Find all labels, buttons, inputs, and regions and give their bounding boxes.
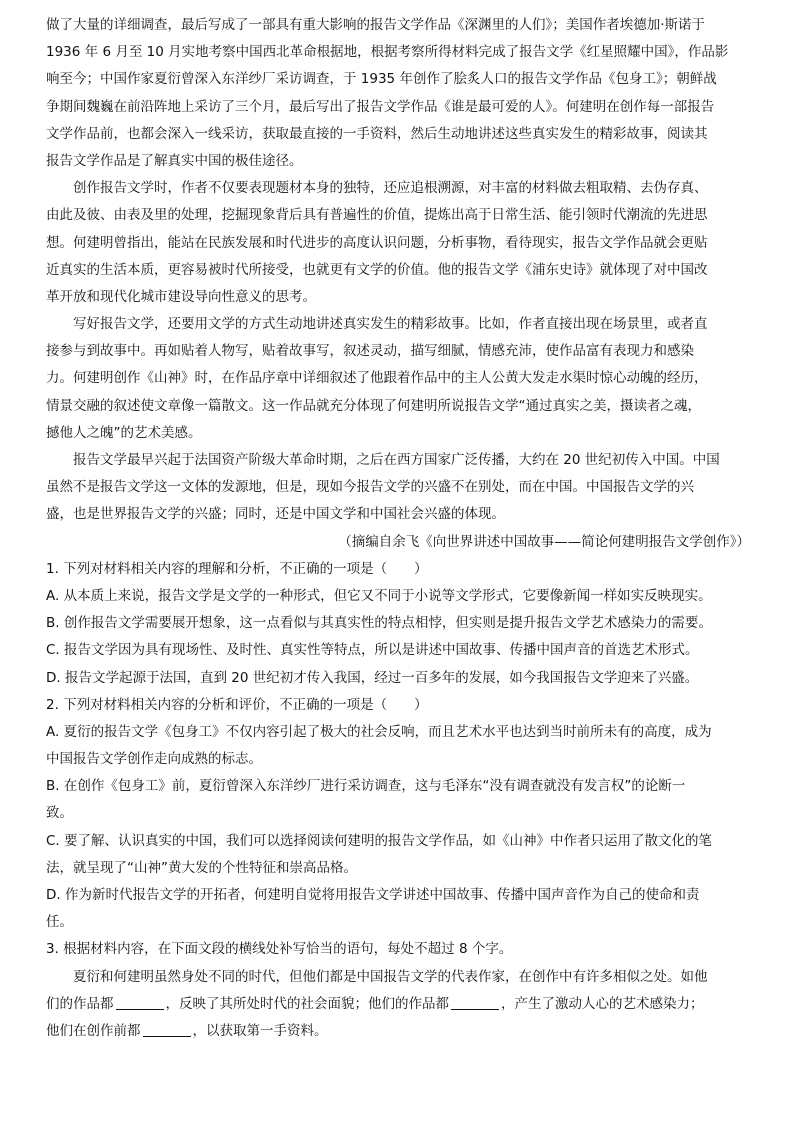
question-2 [46, 692, 750, 937]
text-line: 响至今；中国作家夏衍曾深入东洋纱厂采访调查，于 1935 年创作了脍炙人口的报告文学作品《包身工》；朝鲜战 [46, 71, 717, 88]
text-line: 盛，也是世界报告文学的兴盛；同时，还是中国文学和中国社会兴盛的体现。 [46, 506, 505, 523]
option-a: A. 夏衍的报告文学《包身工》不仅内容引起了极大的社会反响，而且艺术水平也达到当时前所未有的高度，成为 [46, 723, 712, 740]
paragraph-2 [46, 175, 750, 311]
text-line: 报告文学最早兴起于法国资产阶级大革命时期，之后在西方国家广泛传播，大约在 20 世纪初传入中国。中国 [73, 452, 720, 468]
option-a-cont: 中国报告文学创作走向成熟的标志。 [46, 751, 262, 768]
option-c: C. 报告文学因为具有现场性、及时性、真实性等特点，所以是讲述中国故事、传播中国声音的首选艺术形式。 [46, 642, 699, 659]
text-line: 想。何建明曾指出，能站在民族发展和时代进步的高度认识问题，分析事物，看待现实，报告文学作品就会更贴 [46, 234, 708, 251]
answer-blank-2[interactable] [451, 995, 499, 1010]
text-line: 文学作品前，也都会深入一线采访，获取最直接的一手资料，然后生动地讲述这些真实发生的精彩故事，阅读其 [46, 125, 708, 142]
text-segment: ，产生了激动人心的艺术感染力； [501, 995, 704, 1012]
text-line: 夏衍和何建明虽然身处不同的时代，但他们都是中国报告文学的代表作家，在创作中有许多相似之处。如他 [73, 968, 708, 985]
text-segment: 们的作品都 [46, 995, 114, 1012]
fill-line [46, 1018, 750, 1045]
question-stem: 2. 下列对材料相关内容的分析和评价，不正确的一项是（ ） [46, 696, 428, 713]
text-line: 报告文学作品是了解真实中国的极佳途径。 [46, 152, 303, 169]
option-b-cont: 致。 [46, 805, 73, 822]
option-c: C. 要了解、认识真实的中国，我们可以选择阅读何建明的报告文学作品，如《山神》中作者只运用了散文化的笔 [46, 832, 713, 849]
text-line: 创作报告文学时，作者不仅要表现题材本身的独特，还应追根溯源，对丰富的材料做去粗取精、去伪存真、 [73, 180, 708, 197]
source-citation: （摘编自余飞《向世界讲述中国故事——简论何建明报告文学创作》） [338, 533, 750, 550]
option-c-cont: 法，就呈现了“山神”黄大发的个性特征和崇高品格。 [46, 859, 357, 876]
text-line: 接参与到故事中。再如贴着人物写，贴着故事写，叙述灵动，描写细腻，情感充沛，使作品富有表现力和感染 [46, 343, 694, 360]
document-page [46, 12, 750, 1045]
text-line: 力。何建明创作《山神》时，在作品序章中详细叙述了他跟着作品中的主人公黄大发走水渠时惊心动魄的经历， [46, 370, 708, 387]
paragraph-1 [46, 12, 750, 175]
text-line: 情景交融的叙述使文章像一篇散文。这一作品就充分体现了何建明所说报告文学“通过真实之美，摄读者之魂， [46, 397, 701, 414]
text-line: 争期间魏巍在前沿阵地上采访了三个月，最后写出了报告文学作品《谁是最可爱的人》。何建明在创作每一部报告 [46, 98, 715, 115]
text-line: 撼他人之魄”的艺术美感。 [46, 424, 202, 441]
text-line: 近真实的生活本质，更容易被时代所接受，也就更有文学的价值。他的报告文学《浦东史诗》就体现了对中国改 [46, 261, 708, 278]
text-segment: ，反映了其所处时代的社会面貌；他们的作品都 [165, 995, 449, 1012]
paragraph-3 [46, 311, 750, 447]
answer-blank-1[interactable] [116, 995, 164, 1010]
text-line: 1936 年 6 月至 10 月实地考察中国西北革命根据地，根据考察所得材料完成了报告文学《红星照耀中国》，作品影 [46, 44, 729, 61]
option-b: B. 创作报告文学需要展开想象，这一点看似与其真实性的特点相悖，但实则是提升报告文学艺术感染力的需要。 [46, 615, 712, 632]
text-line: 写好报告文学，还要用文学的方式生动地讲述真实发生的精彩故事。比如，作者直接出现在场景里，或者直 [73, 316, 708, 333]
text-segment: 他们在创作前都 [46, 1022, 141, 1039]
text-line: 由此及彼、由表及里的处理，挖掘现象背后具有普遍性的价值，提炼出高于日常生活、能引领时代潮流的先进思 [46, 207, 708, 224]
paragraph-4 [46, 447, 750, 529]
question-stem: 1. 下列对材料相关内容的理解和分析，不正确的一项是（ ） [46, 560, 428, 577]
option-a: A. 从本质上来说，报告文学是文学的一种形式，但它又不同于小说等文学形式，它要像新闻一样如实反映现实。 [46, 587, 712, 604]
question-stem: 3. 根据材料内容，在下面文段的横线处补写恰当的语句，每处不超过 8 个字。 [46, 941, 513, 958]
answer-blank-3[interactable] [143, 1022, 191, 1037]
text-segment: ，以获取第一手资料。 [192, 1022, 328, 1039]
question-3 [46, 936, 750, 1045]
fill-line [46, 991, 750, 1018]
option-d: D. 报告文学起源于法国，直到 20 世纪初才传入我国，经过一百多年的发展，如今我国报告文学迎来了兴盛。 [46, 669, 699, 686]
text-line: 虽然不是报告文学这一文体的发源地，但是，现如今报告文学的兴盛不在别处，而在中国。中国报告文学的兴 [46, 479, 694, 496]
option-d-cont: 任。 [46, 914, 73, 931]
option-b: B. 在创作《包身工》前，夏衍曾深入东洋纱厂进行采访调查，这与毛泽东“没有调查就没有发言权”的论断一 [46, 778, 686, 795]
text-line: 做了大量的详细调查，最后写成了一部具有重大影响的报告文学作品《深渊里的人们》；美国作者埃德加·斯诺于 [46, 17, 706, 33]
option-d: D. 作为新时代报告文学的开拓者，何建明自觉将用报告文学讲述中国故事、传播中国声音作为自己的使命和责 [46, 887, 700, 903]
text-line: 革开放和现代化城市建设导向性意义的思考。 [46, 288, 316, 305]
question-1 [46, 556, 750, 692]
